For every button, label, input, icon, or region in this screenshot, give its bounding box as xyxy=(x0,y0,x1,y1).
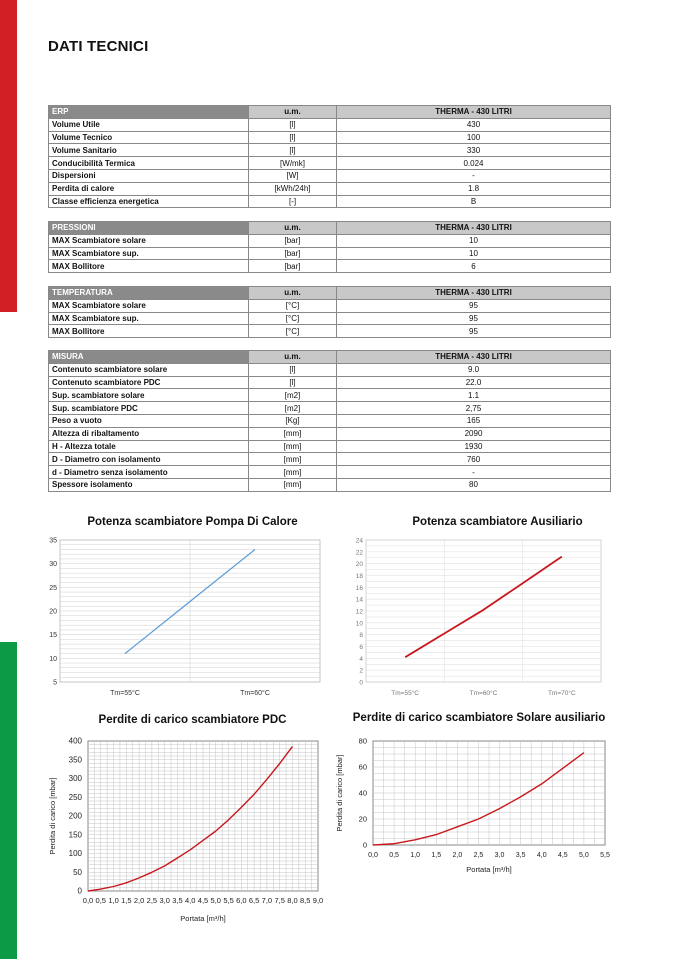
row-value: 95 xyxy=(337,325,611,338)
y-tick-label: 25 xyxy=(49,584,57,592)
row-value: 80 xyxy=(337,478,611,491)
y-tick-label: 16 xyxy=(355,584,363,592)
table-row xyxy=(49,260,611,273)
y-tick-label: 0 xyxy=(77,886,82,896)
x-tick-label: 5,0 xyxy=(579,852,589,859)
table-row xyxy=(49,478,611,491)
x-tick-label: 6,5 xyxy=(248,896,260,905)
table-row xyxy=(49,466,611,479)
row-unit: [°C] xyxy=(249,299,337,312)
row-value: 760 xyxy=(337,453,611,466)
y-tick-label: 0 xyxy=(362,840,367,850)
x-tick-label: 8,5 xyxy=(300,896,311,905)
y-tick-label: 14 xyxy=(355,596,363,604)
y-tick-label: 22 xyxy=(355,549,363,557)
x-tick-label: 1,0 xyxy=(108,896,119,905)
spec-table-pressioni xyxy=(48,221,611,273)
table-row xyxy=(49,376,611,389)
x-tick-label: 5,0 xyxy=(210,896,221,905)
row-label: Volume Utile xyxy=(49,118,249,131)
x-tick-label: 8,0 xyxy=(287,896,298,905)
x-tick-label: 1,5 xyxy=(121,896,132,905)
x-tick-label: 5,5 xyxy=(600,852,610,859)
y-tick-label: 80 xyxy=(358,736,367,746)
row-label: Altezza di ribaltamento xyxy=(49,427,249,440)
x-tick-label: 3,0 xyxy=(159,896,170,905)
y-tick-label: 50 xyxy=(73,867,82,877)
row-value: 2,75 xyxy=(337,402,611,415)
y-tick-label: 40 xyxy=(358,788,367,798)
row-unit: [mm] xyxy=(249,440,337,453)
row-label: Conducibilità Termica xyxy=(49,157,249,170)
x-tick-label: 2,5 xyxy=(473,852,484,859)
row-label: Perdita di calore xyxy=(49,182,249,195)
chart-perdite-pdc xyxy=(40,730,330,930)
row-label: MAX Scambiatore solare xyxy=(49,299,249,312)
row-unit: [l] xyxy=(249,376,337,389)
row-value: 10 xyxy=(337,234,611,247)
y-tick-label: 0 xyxy=(359,679,363,687)
row-value: 430 xyxy=(337,118,611,131)
table-row xyxy=(49,144,611,157)
x-tick-label: 3,0 xyxy=(494,852,505,859)
row-unit: [mm] xyxy=(249,453,337,466)
table-row xyxy=(49,131,611,144)
chart-ausiliario xyxy=(340,532,610,697)
y-tick-label: 8 xyxy=(359,632,363,640)
table-row xyxy=(49,299,611,312)
table-header-row xyxy=(49,106,611,119)
x-tick-label: 3,5 xyxy=(172,896,183,905)
y-tick-label: 10 xyxy=(49,655,57,663)
row-label: Contenuto scambiatore PDC xyxy=(49,376,249,389)
x-tick-label: 0,5 xyxy=(389,852,399,859)
x-category-label: Tm=55°C xyxy=(391,690,420,697)
row-value: - xyxy=(337,169,611,182)
table-row xyxy=(49,182,611,195)
row-label: MAX Bollitore xyxy=(49,260,249,273)
x-tick-label: 7,5 xyxy=(274,896,285,905)
table-row xyxy=(49,440,611,453)
row-label: Volume Tecnico xyxy=(49,131,249,144)
x-category-label: Tm=55°C xyxy=(110,690,140,697)
model-header: THERMA - 430 LITRI xyxy=(337,106,611,119)
y-tick-label: 400 xyxy=(68,736,82,746)
x-tick-label: 4,0 xyxy=(536,852,547,859)
chart-title-pompa-di-calore: Potenza scambiatore Pompa Di Calore xyxy=(87,516,298,528)
y-tick-label: 350 xyxy=(68,755,82,765)
table-row xyxy=(49,325,611,338)
y-tick-label: 20 xyxy=(355,561,363,569)
x-tick-label: 0,0 xyxy=(82,896,94,905)
chart-title-perdite-solare: Perdite di carico scambiatore Solare ausiliario xyxy=(352,712,606,724)
spec-table-erp xyxy=(48,105,611,208)
row-value: 1.1 xyxy=(337,389,611,402)
row-unit: [bar] xyxy=(249,247,337,260)
row-value: 1930 xyxy=(337,440,611,453)
row-value: 2090 xyxy=(337,427,611,440)
table-row xyxy=(49,195,611,208)
x-tick-label: 0,5 xyxy=(95,896,106,905)
row-unit: [l] xyxy=(249,131,337,144)
row-value: - xyxy=(337,466,611,479)
y-tick-label: 35 xyxy=(49,537,57,545)
row-value: 1.8 xyxy=(337,182,611,195)
table-row xyxy=(49,157,611,170)
row-unit: [mm] xyxy=(249,427,337,440)
row-label: Dispersioni xyxy=(49,169,249,182)
table-row xyxy=(49,118,611,131)
y-tick-label: 5 xyxy=(53,679,57,687)
x-tick-label: 1,5 xyxy=(431,852,442,859)
row-unit: [°C] xyxy=(249,325,337,338)
y-tick-label: 12 xyxy=(355,608,363,616)
chart-title-ausiliario: Potenza scambiatore Ausiliario xyxy=(412,516,583,528)
unit-header: u.m. xyxy=(249,287,337,300)
x-tick-label: 9,0 xyxy=(312,896,324,905)
x-tick-label: 4,0 xyxy=(185,896,196,905)
table-header-row xyxy=(49,222,611,235)
row-unit: [m2] xyxy=(249,402,337,415)
row-label: MAX Scambiatore solare xyxy=(49,234,249,247)
table-row xyxy=(49,312,611,325)
y-tick-label: 15 xyxy=(49,632,57,640)
x-axis-label: Portata [m³/h] xyxy=(466,865,512,874)
model-header: THERMA - 430 LITRI xyxy=(337,287,611,300)
row-value: 100 xyxy=(337,131,611,144)
y-tick-label: 100 xyxy=(68,849,82,858)
x-axis-label: Portata [m³/h] xyxy=(180,914,226,923)
row-unit: [bar] xyxy=(249,234,337,247)
row-label: d - Diametro senza isolamento xyxy=(49,466,249,479)
row-label: MAX Bollitore xyxy=(49,325,249,338)
y-axis-label: Perdita di carico [mbar] xyxy=(48,777,57,855)
table-row xyxy=(49,453,611,466)
y-tick-label: 150 xyxy=(68,830,82,840)
row-label: Classe efficienza energetica xyxy=(49,195,249,208)
row-label: Contenuto scambiatore solare xyxy=(49,363,249,376)
y-tick-label: 60 xyxy=(358,762,367,772)
row-unit: [W/mk] xyxy=(249,157,337,170)
row-unit: [W] xyxy=(249,169,337,182)
x-tick-label: 3,5 xyxy=(515,852,526,859)
y-tick-label: 20 xyxy=(358,814,367,824)
brand-stripe-green xyxy=(0,642,17,959)
row-label: Sup. scambiatore solare xyxy=(49,389,249,402)
section-header: TEMPERATURA xyxy=(49,287,249,300)
y-axis-label: Perdita di carico [mbar] xyxy=(335,754,344,832)
unit-header: u.m. xyxy=(249,351,337,364)
y-tick-label: 4 xyxy=(359,655,363,663)
table-row xyxy=(49,363,611,376)
row-value: 0.024 xyxy=(337,157,611,170)
y-tick-label: 20 xyxy=(49,608,57,616)
row-value: 330 xyxy=(337,144,611,157)
table-row xyxy=(49,402,611,415)
row-unit: [°C] xyxy=(249,312,337,325)
row-unit: [Kg] xyxy=(249,414,337,427)
row-label: MAX Scambiatore sup. xyxy=(49,247,249,260)
section-header: MISURA xyxy=(49,351,249,364)
x-tick-label: 0,0 xyxy=(368,852,378,859)
row-value: 10 xyxy=(337,247,611,260)
row-value: 95 xyxy=(337,312,611,325)
spec-table-misura xyxy=(48,350,611,492)
x-tick-label: 2,5 xyxy=(146,896,158,905)
row-unit: [kWh/24h] xyxy=(249,182,337,195)
x-category-label: Tm=60°C xyxy=(469,690,498,697)
y-tick-label: 30 xyxy=(49,561,57,569)
row-unit: [mm] xyxy=(249,466,337,479)
unit-header: u.m. xyxy=(249,222,337,235)
section-header: ERP xyxy=(49,106,249,119)
row-label: MAX Scambiatore sup. xyxy=(49,312,249,325)
x-category-label: Tm=60°C xyxy=(240,690,270,697)
row-label: Peso a vuoto xyxy=(49,414,249,427)
row-label: Spessore isolamento xyxy=(49,478,249,491)
y-tick-label: 24 xyxy=(355,537,363,545)
row-value: 22.0 xyxy=(337,376,611,389)
x-tick-label: 2,0 xyxy=(452,852,463,859)
table-row xyxy=(49,169,611,182)
table-row xyxy=(49,247,611,260)
table-row xyxy=(49,427,611,440)
row-label: Sup. scambiatore PDC xyxy=(49,402,249,415)
x-tick-label: 4,5 xyxy=(197,896,209,905)
x-tick-label: 1,0 xyxy=(410,852,421,859)
brand-stripe-red xyxy=(0,0,17,312)
table-header-row xyxy=(49,351,611,364)
row-value: B xyxy=(337,195,611,208)
y-tick-label: 6 xyxy=(359,644,363,651)
row-unit: [l] xyxy=(249,363,337,376)
model-header: THERMA - 430 LITRI xyxy=(337,351,611,364)
row-unit: [l] xyxy=(249,144,337,157)
y-tick-label: 300 xyxy=(68,774,82,783)
row-value: 6 xyxy=(337,260,611,273)
section-header: PRESSIONI xyxy=(49,222,249,235)
row-unit: [mm] xyxy=(249,478,337,491)
row-label: D - Diametro con isolamento xyxy=(49,453,249,466)
x-tick-label: 4,5 xyxy=(557,852,568,859)
chart-perdite-solare xyxy=(330,730,615,880)
table-row xyxy=(49,414,611,427)
y-tick-label: 2 xyxy=(359,667,363,675)
row-unit: [-] xyxy=(249,195,337,208)
row-unit: [l] xyxy=(249,118,337,131)
spec-table-temperatura xyxy=(48,286,611,338)
y-tick-label: 10 xyxy=(355,620,363,628)
table-row xyxy=(49,234,611,247)
y-tick-label: 18 xyxy=(355,573,363,580)
page-title: DATI TECNICI xyxy=(48,38,149,55)
model-header: THERMA - 430 LITRI xyxy=(337,222,611,235)
row-label: H - Altezza totale xyxy=(49,440,249,453)
table-header-row xyxy=(49,287,611,300)
y-tick-label: 200 xyxy=(68,811,82,821)
y-tick-label: 250 xyxy=(68,792,82,802)
row-unit: [bar] xyxy=(249,260,337,273)
table-row xyxy=(49,389,611,402)
row-value: 9.0 xyxy=(337,363,611,376)
row-value: 95 xyxy=(337,299,611,312)
chart-pompa-di-calore xyxy=(30,532,330,697)
x-tick-label: 5,5 xyxy=(223,896,234,905)
x-category-label: Tm=70°C xyxy=(547,690,576,697)
x-tick-label: 2,0 xyxy=(133,896,145,905)
row-unit: [m2] xyxy=(249,389,337,402)
x-tick-label: 7,0 xyxy=(261,896,273,905)
chart-title-perdite-pdc: Perdite di carico scambiatore PDC xyxy=(98,714,287,726)
x-tick-label: 6,0 xyxy=(236,896,247,905)
row-label: Volume Sanitario xyxy=(49,144,249,157)
row-value: 165 xyxy=(337,414,611,427)
unit-header: u.m. xyxy=(249,106,337,119)
